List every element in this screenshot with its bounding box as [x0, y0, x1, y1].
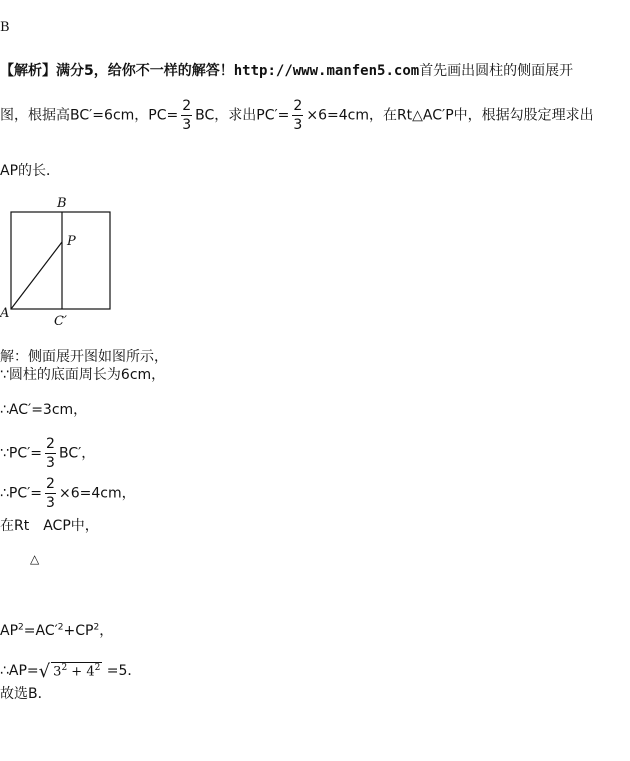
- analysis-line-2a: 图，根据高BC′=6cm，PC=: [0, 107, 179, 124]
- solution-line-6: 在Rt ACP中，: [0, 518, 99, 534]
- fraction-den: 3: [46, 455, 55, 471]
- fraction-den: 3: [46, 495, 55, 511]
- fraction-num: 2: [46, 476, 55, 492]
- analysis-tag: 【解析】: [0, 63, 56, 79]
- sup-2: 2: [61, 662, 68, 673]
- analysis-badge: 满分5，给你不一样的解答！: [56, 63, 234, 79]
- analysis-line-3: AP的长．: [0, 163, 61, 179]
- fraction: [181, 99, 192, 132]
- solution-line-9: [0, 660, 141, 682]
- solution-line-3: ∴AC′=3cm，: [0, 402, 88, 418]
- analysis-url: http://www.manfen5.com: [233, 63, 420, 79]
- solution-line-5b: ×6=4cm，: [58, 485, 136, 502]
- segment-AP: [11, 242, 62, 309]
- sup-2: 2: [93, 622, 100, 633]
- analysis-line-2b: BC，求出PC′=: [195, 107, 290, 124]
- ap: AP: [0, 623, 19, 639]
- fraction-num: 2: [182, 98, 192, 114]
- solution-line-1: 解：侧面展开图如图所示，: [0, 349, 168, 365]
- solution-line-10: 故选B．: [0, 686, 52, 702]
- ap-eq: ∴AP=: [0, 663, 39, 679]
- sqrt-radicand: [51, 662, 102, 679]
- solution-line-5a: ∴PC′=: [0, 485, 43, 502]
- analysis-line-2c: ×6=4cm，在Rt△AC′P中，根据勾股定理求出: [306, 107, 594, 124]
- unfolded-rectangle: [11, 212, 110, 309]
- line-end: ，: [99, 623, 114, 639]
- fraction: [45, 437, 56, 470]
- solution-line-4a: ∵PC′=: [0, 445, 43, 462]
- label-P: P: [67, 234, 76, 249]
- solution-line-2: ∵圆柱的底面周长为6cm，: [0, 367, 166, 383]
- fraction: [292, 99, 303, 132]
- fraction-num: 2: [46, 436, 55, 452]
- fraction-den: 3: [182, 117, 192, 133]
- solution-line-4b: BC′，: [58, 445, 96, 462]
- eq-ac: =AC′: [23, 623, 58, 639]
- fraction: [45, 477, 56, 510]
- unfolded-cylinder-figure: [0, 195, 120, 330]
- analysis-text-1: 首先画出圆柱的侧面展开: [419, 63, 574, 79]
- radicand-3: 3: [53, 664, 62, 679]
- sup-2: 2: [57, 622, 64, 633]
- plus-cp: +CP: [63, 623, 94, 639]
- fraction-den: 3: [293, 117, 303, 133]
- triangle-symbol: △: [30, 552, 40, 566]
- solution-line-8: [0, 620, 113, 640]
- analysis-line-1: [0, 60, 573, 80]
- sqrt-symbol: √: [38, 661, 51, 682]
- solution-line-4: [0, 437, 95, 470]
- label-C-prime: C′: [54, 314, 67, 329]
- sup-2: 2: [18, 622, 24, 633]
- answer-letter: B: [0, 20, 10, 35]
- solution-line-5: [0, 477, 136, 510]
- sup-2: 2: [94, 662, 101, 673]
- label-B: B: [57, 196, 67, 211]
- analysis-line-2: [0, 99, 594, 132]
- label-A: A: [0, 306, 10, 321]
- result: =5．: [106, 663, 142, 679]
- radicand-plus-4: + 4: [67, 664, 95, 679]
- fraction-num: 2: [293, 98, 303, 114]
